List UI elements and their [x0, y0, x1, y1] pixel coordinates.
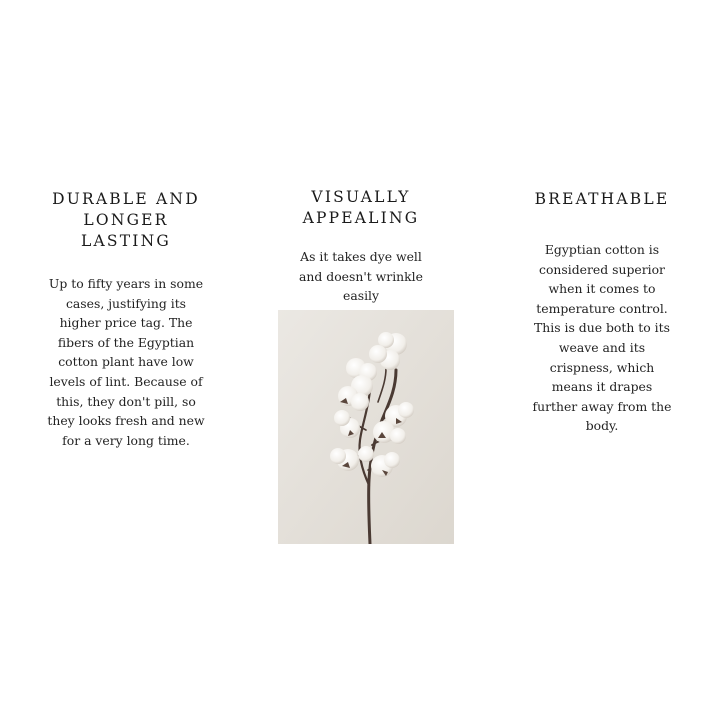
- durable-text-line: this, they don't pill, so: [56, 393, 196, 409]
- breathable-text-line: means it drapes: [551, 379, 653, 395]
- cotton-branch-photo: [278, 310, 454, 544]
- breathable-column: [528, 189, 676, 436]
- durable-text-line: cases, justifying its: [65, 295, 187, 311]
- breathable-text-line: body.: [585, 418, 619, 434]
- breathable-text-line: considered superior: [539, 261, 665, 277]
- visual-description: [286, 247, 436, 306]
- visual-text-line: and doesn't wrinkle: [299, 268, 423, 284]
- durable-heading-line: LASTING: [81, 232, 171, 250]
- breathable-text-line: Egyptian cotton is: [544, 242, 660, 257]
- durable-heading-line: LONGER: [83, 211, 169, 229]
- breathable-text-line: temperature control.: [536, 300, 668, 316]
- durable-column: [36, 189, 216, 450]
- breathable-heading: [528, 189, 676, 210]
- breathable-text-line: crispness, which: [549, 359, 655, 375]
- breathable-description: [528, 240, 676, 436]
- durable-text-line: higher price tag. The: [59, 315, 193, 331]
- durable-text-line: cotton plant have low: [58, 354, 194, 370]
- breathable-text-line: further away from the: [532, 398, 672, 414]
- visual-heading: [286, 187, 436, 229]
- durable-description: [36, 274, 216, 450]
- breathable-text-line: when it comes to: [548, 281, 656, 297]
- visual-heading-line: VISUALLY: [311, 188, 411, 206]
- visual-text-line: As it takes dye well: [300, 249, 422, 264]
- photo-background: [278, 310, 454, 544]
- durable-text-line: they looks fresh and new: [47, 413, 205, 429]
- visual-column: [286, 187, 436, 306]
- breathable-heading-line: BREATHABLE: [534, 190, 670, 208]
- durable-heading: [36, 189, 216, 252]
- durable-text-line: for a very long time.: [62, 432, 190, 448]
- visual-heading-line: APPEALING: [302, 209, 420, 227]
- visual-text-line: easily: [342, 288, 379, 304]
- durable-text-line: fibers of the Egyptian: [57, 334, 195, 350]
- durable-text-line: levels of lint. Because of: [49, 373, 203, 389]
- breathable-text-line: This is due both to its: [534, 320, 670, 336]
- durable-text-line: Up to fifty years in some: [48, 276, 204, 291]
- durable-heading-line: DURABLE AND: [52, 190, 200, 208]
- breathable-text-line: weave and its: [558, 339, 646, 355]
